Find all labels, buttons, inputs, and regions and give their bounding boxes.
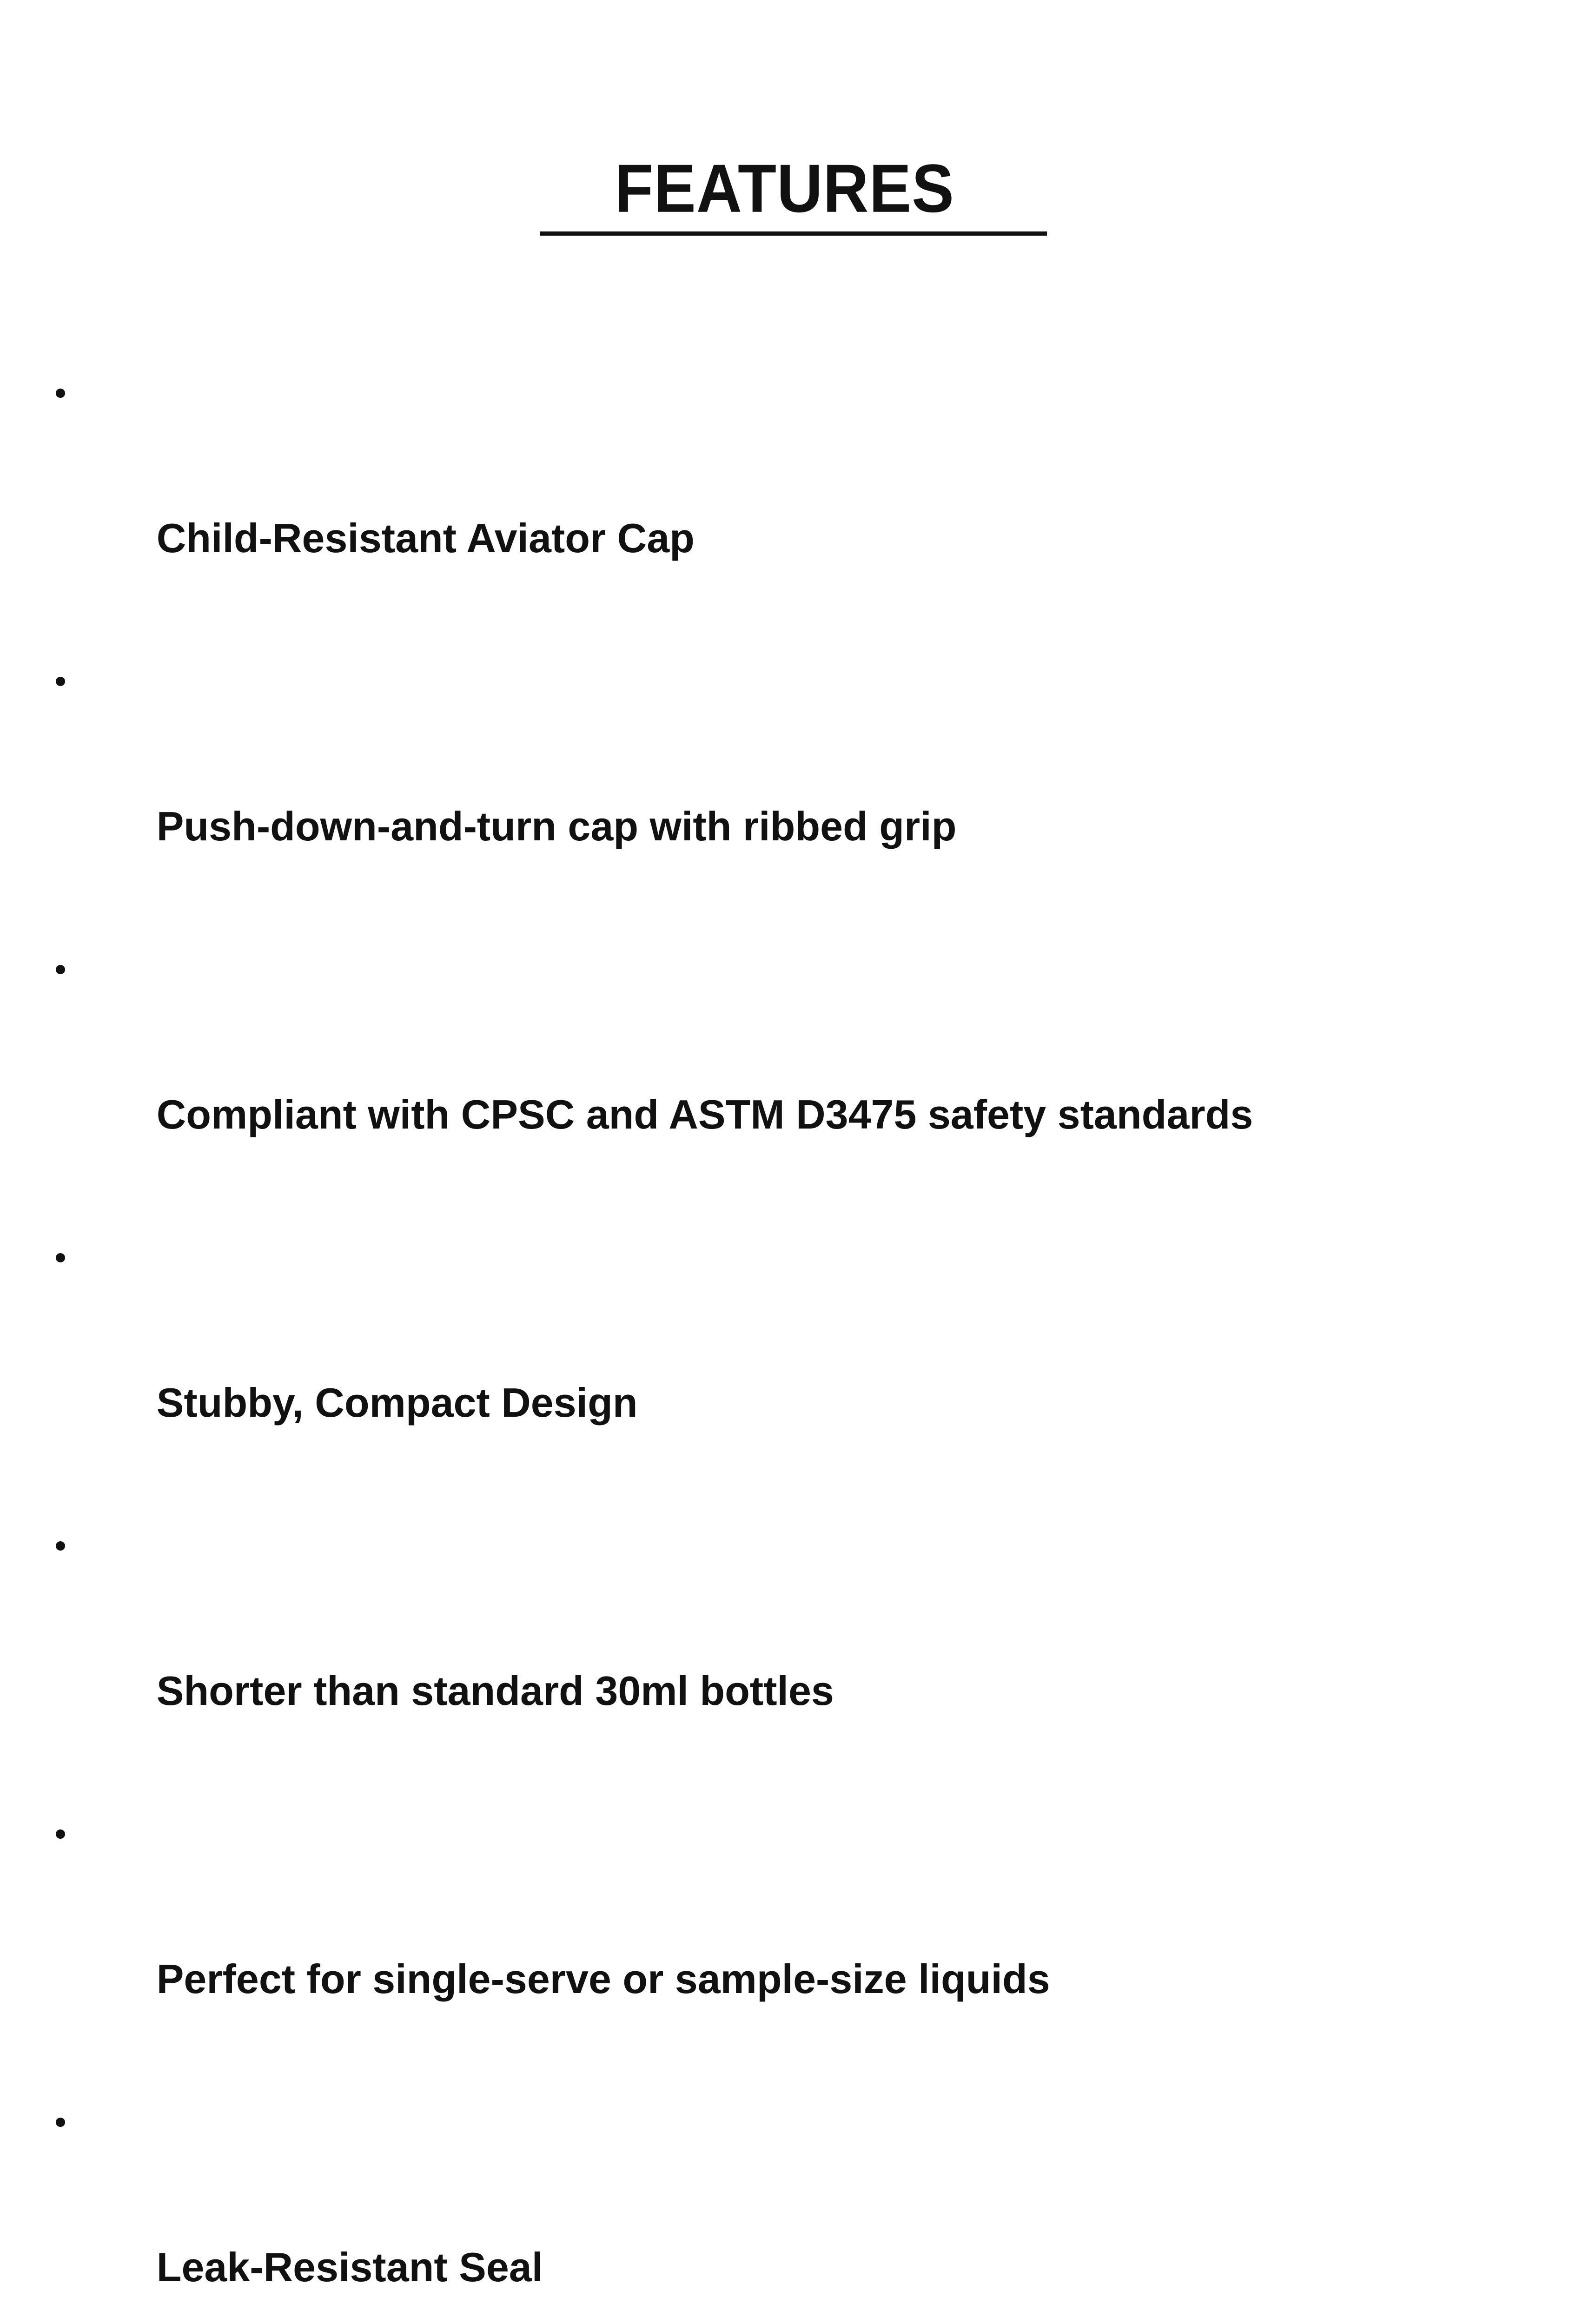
feature-item bbox=[56, 1799, 1390, 2087]
feature-item bbox=[56, 1222, 1390, 1511]
page-title: FEATURES bbox=[615, 150, 954, 227]
feature-item bbox=[56, 934, 1390, 1222]
title-underline bbox=[540, 231, 1047, 236]
bullet-icon bbox=[56, 1253, 65, 1262]
feature-text: Leak-Resistant Seal bbox=[156, 2244, 543, 2290]
feature-text: Child-Resistant Aviator Cap bbox=[156, 515, 695, 561]
bullet-icon bbox=[56, 965, 65, 974]
feature-item bbox=[56, 2087, 1390, 2324]
feature-text: Push-down-and-turn cap with ribbed grip bbox=[156, 803, 957, 849]
bullet-icon bbox=[56, 1541, 65, 1551]
bullet-icon bbox=[56, 677, 65, 686]
features-list bbox=[56, 358, 1450, 2324]
bullet-icon bbox=[56, 1829, 65, 1839]
bullet-icon bbox=[56, 389, 65, 398]
feature-item bbox=[56, 1511, 1390, 1799]
feature-item bbox=[56, 646, 1390, 934]
feature-item bbox=[56, 358, 1390, 646]
bullet-icon bbox=[56, 2118, 65, 2127]
feature-text: Compliant with CPSC and ASTM D3475 safety standards bbox=[156, 1091, 1253, 1137]
feature-text: Perfect for single-serve or sample-size liquids bbox=[156, 1956, 1050, 2002]
features-header bbox=[0, 150, 1569, 227]
feature-text: Shorter than standard 30ml bottles bbox=[156, 1668, 834, 1714]
feature-text: Stubby, Compact Design bbox=[156, 1380, 638, 1426]
